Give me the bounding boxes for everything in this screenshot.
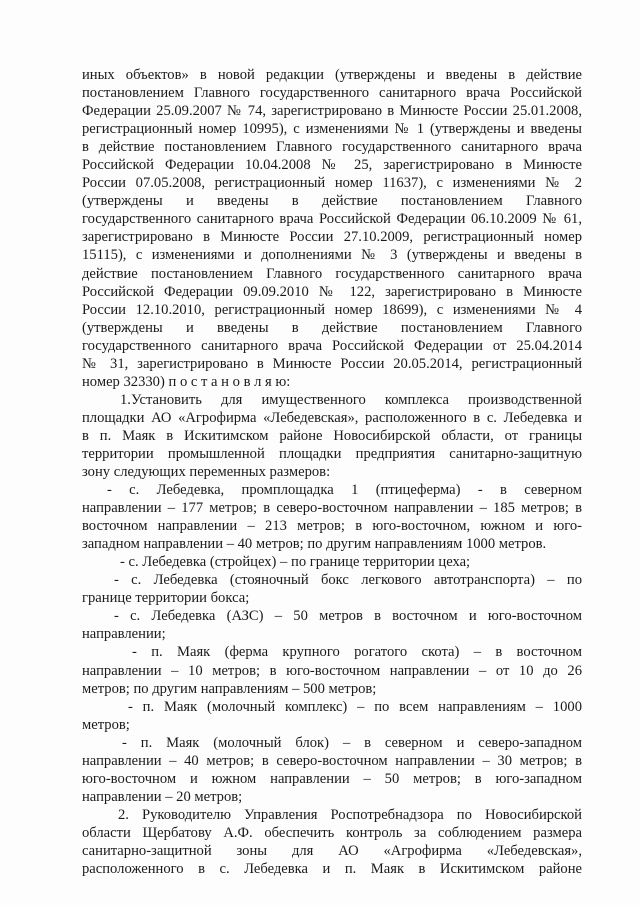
text-line: направлении; xyxy=(82,626,166,643)
text-line: иных объектов» в новой редакции (утверждены и введены в действие xyxy=(82,67,582,83)
paragraph-1-first-line: 1.Установить для имущественного комплекса производственной xyxy=(120,391,582,408)
text-line: площадки АО «Агрофирма «Лебедевская», расположенного в с. Лебедевка и xyxy=(82,409,582,426)
text-line: направлении – 40 метров; в северо-восточном направлении – 30 метров; в xyxy=(82,752,582,769)
text-line: направлении – 177 метров; в северо-восточном направлении – 185 метров; в xyxy=(82,500,582,517)
list-item-first-line: - с. Лебедевка (стройцех) – по границе территории цеха; xyxy=(120,554,471,571)
text-line: Федерации 25.09.2007 № 74, зарегистрировано в Минюсте России 25.01.2008, xyxy=(82,103,582,120)
text-line: в п. Маяк в Искитимском районе Новосибирской области, от границы xyxy=(82,427,582,444)
text-line: расположенного в с. Лебедевка и п. Маяк в Искитимском районе xyxy=(82,861,582,877)
text-line: западном направлении – 40 метров; по другим направлениям 1000 метров. xyxy=(82,536,547,553)
text-line: метров; по другим направлениям – 500 метров; xyxy=(82,680,377,697)
text-line: (утверждены и введены в действие постановлением Главного xyxy=(82,319,582,336)
list-item-first-line: - с. Лебедевка (стояночный бокс легкового автотранспорта) – по xyxy=(114,572,582,589)
text-line: № 31, зарегистрировано в Минюсте России 20.05.2014, регистрационный xyxy=(82,355,582,372)
list-item-first-line: - п. Маяк (молочный комплекс) – по всем направлениям – 1000 xyxy=(128,698,582,715)
text-line: санитарно-защитной зоны для АО «Агрофирма «Лебедевская», xyxy=(82,842,582,859)
text-line: действие постановлением Главного государственного санитарного врача xyxy=(82,265,582,282)
text-line: постановлением Главного государственного санитарного врача Российской xyxy=(82,85,582,101)
text-line: в действие постановлением Главного государственного санитарного врача xyxy=(82,139,582,156)
text-line: территории промышленной площадки предприятия санитарно-защитную xyxy=(82,445,582,462)
list-item-first-line: - п. Маяк (ферма крупного рогатого скота) – в восточном xyxy=(132,644,582,661)
text-line: восточном направлении – 213 метров; в юго-восточном, южном и юго- xyxy=(82,518,582,535)
text-line: государственного санитарного врача Российской Федерации от 25.04.2014 xyxy=(82,337,582,354)
list-item-first-line: - с. Лебедевка (АЗС) – 50 метров в восточном и юго-восточном xyxy=(114,608,582,625)
text-line: государственного санитарного врача Российской Федерации 06.10.2009 № 61, xyxy=(82,211,582,228)
text-line: (утверждены и введены в действие постановлением Главного xyxy=(82,193,582,210)
text-line: зарегистрировано в Минюсте России 27.10.2009, регистрационный номер xyxy=(82,229,582,246)
paragraph-2-first-line: 2. Руководителю Управления Роспотребнадзора по Новосибирской xyxy=(118,806,582,823)
list-item-first-line: - п. Маяк (молочный блок) – в северном и северо-западном xyxy=(122,734,582,751)
text-line: России 12.10.2010, регистрационный номер 18699), с изменениями № 4 xyxy=(82,301,582,318)
text-line: метров; xyxy=(82,716,130,733)
text-line: зону следующих переменных размеров: xyxy=(82,464,331,480)
text-line: границе территории бокса; xyxy=(82,590,250,607)
text-line: направлении – 10 метров; в юго-восточном направлении – от 10 до 26 xyxy=(82,662,582,679)
text-line: юго-восточном и южном направлении – 50 метров; в юго-западном xyxy=(82,770,582,787)
list-item-first-line: - с. Лебедевка, промплощадка 1 (птицеферма) - в северном xyxy=(107,482,582,498)
text-line: Российской Федерации 10.04.2008 № 25, зарегистрировано в Минюсте xyxy=(82,157,582,174)
text-line: области Щербатову А.Ф. обеспечить контроль за соблюдением размера xyxy=(82,824,582,841)
text-line: номер 32330) п о с т а н о в л я ю: xyxy=(82,373,291,390)
text-line: Российской Федерации 09.09.2010 № 122, зарегистрировано в Минюсте xyxy=(82,283,582,300)
text-line: направлении – 20 метров; xyxy=(82,788,243,805)
text-line: регистрационный номер 10995), с изменениями № 1 (утверждены и введены xyxy=(82,121,582,138)
text-line: России 07.05.2008, регистрационный номер 11637), с изменениями № 2 xyxy=(82,175,582,192)
text-line: 15115), с изменениями и дополнениями № 3 (утверждены и введены в xyxy=(82,247,582,264)
